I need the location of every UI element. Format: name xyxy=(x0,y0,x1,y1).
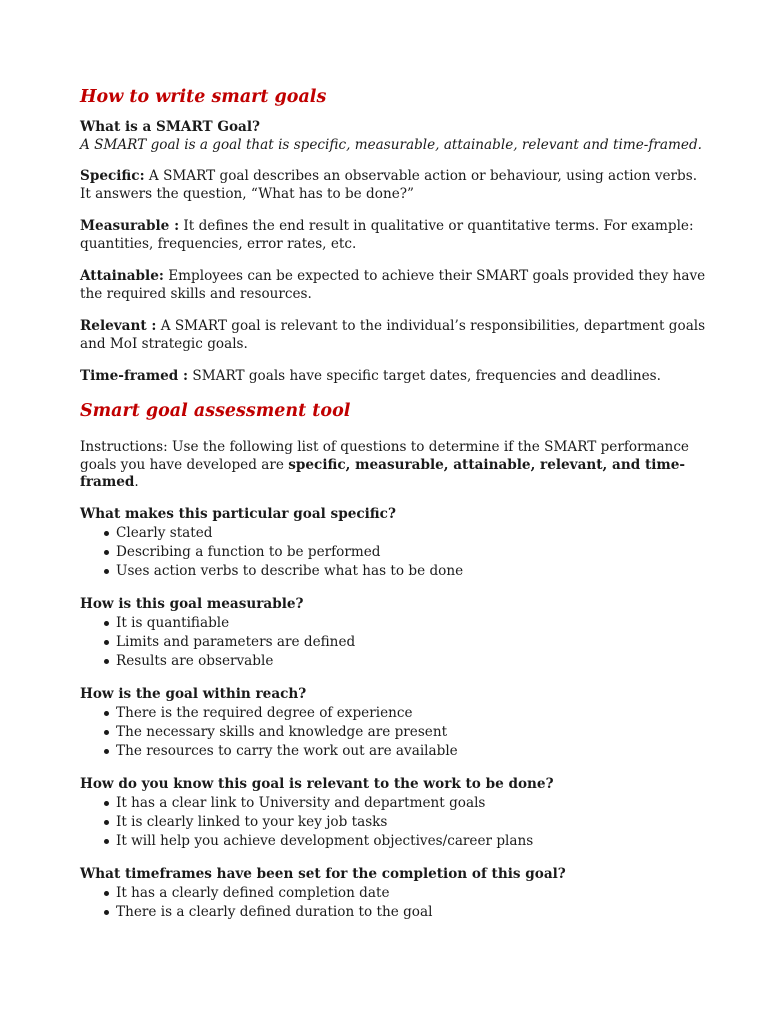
bullet-icon xyxy=(104,569,109,574)
criterion-term: Relevant xyxy=(80,318,147,334)
bullet-icon xyxy=(104,749,109,754)
bullet-icon xyxy=(104,801,109,806)
criterion-text: A SMART goal is relevant to the individual’s responsibilities, department goals and MoI strategic goals. xyxy=(80,318,706,352)
question-section-relevant xyxy=(80,776,710,851)
list-item xyxy=(80,633,710,652)
bullet-list xyxy=(80,704,710,761)
instructions-text: Instructions: Use the following list of questions to determine if the SMART performance goals you have developed are xyxy=(80,439,689,473)
bullet-icon xyxy=(104,820,109,825)
criterion-measurable xyxy=(80,218,710,253)
bullet-list xyxy=(80,794,710,851)
definition-text: A SMART goal is a goal that is specific, measurable, attainable, relevant and time-framed. xyxy=(80,136,702,153)
criterion-term: Attainable xyxy=(80,268,159,284)
bullet-icon xyxy=(104,839,109,844)
list-item-text: Limits and parameters are defined xyxy=(116,633,356,650)
criterion-term: Measurable xyxy=(80,218,170,234)
list-item xyxy=(80,832,710,851)
smart-goal-definition-block xyxy=(80,119,710,154)
criterion-sep: : xyxy=(178,368,189,384)
instructions-criteria: specific, measurable, attainable, relevant, and time-framed xyxy=(80,456,686,490)
question-section-attainable xyxy=(80,686,710,761)
list-item xyxy=(80,903,710,922)
list-item-text: Uses action verbs to describe what has to be done xyxy=(116,562,464,579)
list-item xyxy=(80,884,710,903)
bullet-icon xyxy=(104,621,109,626)
instructions-end: . xyxy=(134,474,139,490)
criterion-sep: : xyxy=(158,268,164,284)
bullet-icon xyxy=(104,550,109,555)
list-item-text: Results are observable xyxy=(116,652,274,669)
question-section-measurable xyxy=(80,596,710,671)
bullet-list xyxy=(80,524,710,581)
list-item xyxy=(80,704,710,723)
list-item xyxy=(80,723,710,742)
criterion-sep: : xyxy=(169,218,180,234)
list-item-text: It is quantifiable xyxy=(116,614,230,631)
bullet-icon xyxy=(104,730,109,735)
bullet-icon xyxy=(104,640,109,645)
list-item xyxy=(80,524,710,543)
question-heading: What timeframes have been set for the completion of this goal? xyxy=(80,866,566,882)
criterion-term: Specific xyxy=(80,168,140,184)
bullet-icon xyxy=(104,711,109,716)
question-heading: How do you know this goal is relevant to the work to be done? xyxy=(80,776,554,792)
question-section-time-framed xyxy=(80,866,710,922)
list-item xyxy=(80,562,710,581)
bullet-icon xyxy=(104,910,109,915)
question-heading: How is the goal within reach? xyxy=(80,686,307,702)
assessment-title: Smart goal assessment tool xyxy=(80,401,351,421)
list-item-text: Describing a function to be performed xyxy=(116,543,381,560)
question-heading: What makes this particular goal specific? xyxy=(80,506,396,522)
list-item-text: The necessary skills and knowledge are present xyxy=(116,723,448,740)
question-section-specific xyxy=(80,506,710,581)
list-item-text: The resources to carry the work out are available xyxy=(116,742,458,759)
list-item-text: Clearly stated xyxy=(116,524,213,541)
list-item-text: There is a clearly defined duration to the goal xyxy=(116,903,433,920)
list-item-text: It has a clearly defined completion date xyxy=(116,884,390,901)
criterion-text: Employees can be expected to achieve their SMART goals provided they have the required skills and resources. xyxy=(80,268,706,302)
criterion-attainable xyxy=(80,268,710,303)
criterion-text: It defines the end result in qualitative or quantitative terms. For example: quantities, frequencies, error rates, etc. xyxy=(80,218,694,252)
instructions xyxy=(80,439,710,492)
list-item-text: It will help you achieve development objectives/career plans xyxy=(116,832,534,849)
list-item xyxy=(80,543,710,562)
bullet-icon xyxy=(104,891,109,896)
bullet-list xyxy=(80,884,710,922)
list-item-text: There is the required degree of experience xyxy=(116,704,413,721)
bullet-icon xyxy=(104,531,109,536)
list-item-text: It has a clear link to University and department goals xyxy=(116,794,486,811)
bullet-icon xyxy=(104,659,109,664)
list-item-text: It is clearly linked to your key job tasks xyxy=(116,813,388,830)
criterion-sep: : xyxy=(146,318,157,334)
criterion-specific xyxy=(80,168,710,203)
criterion-sep: : xyxy=(139,168,145,184)
criterion-text: A SMART goal describes an observable action or behaviour, using action verbs. It answers the question, “What has to be done?” xyxy=(80,168,698,202)
list-item xyxy=(80,742,710,761)
list-item xyxy=(80,794,710,813)
page-title: How to write smart goals xyxy=(80,87,327,107)
list-item xyxy=(80,652,710,671)
what-is-heading: What is a SMART Goal? xyxy=(80,119,260,135)
criterion-time-framed xyxy=(80,368,710,386)
criterion-term: Time-framed xyxy=(80,368,179,384)
list-item xyxy=(80,614,710,633)
bullet-list xyxy=(80,614,710,671)
criterion-text: SMART goals have specific target dates, frequencies and deadlines. xyxy=(188,368,661,384)
list-item xyxy=(80,813,710,832)
criterion-relevant xyxy=(80,318,710,353)
question-heading: How is this goal measurable? xyxy=(80,596,304,612)
